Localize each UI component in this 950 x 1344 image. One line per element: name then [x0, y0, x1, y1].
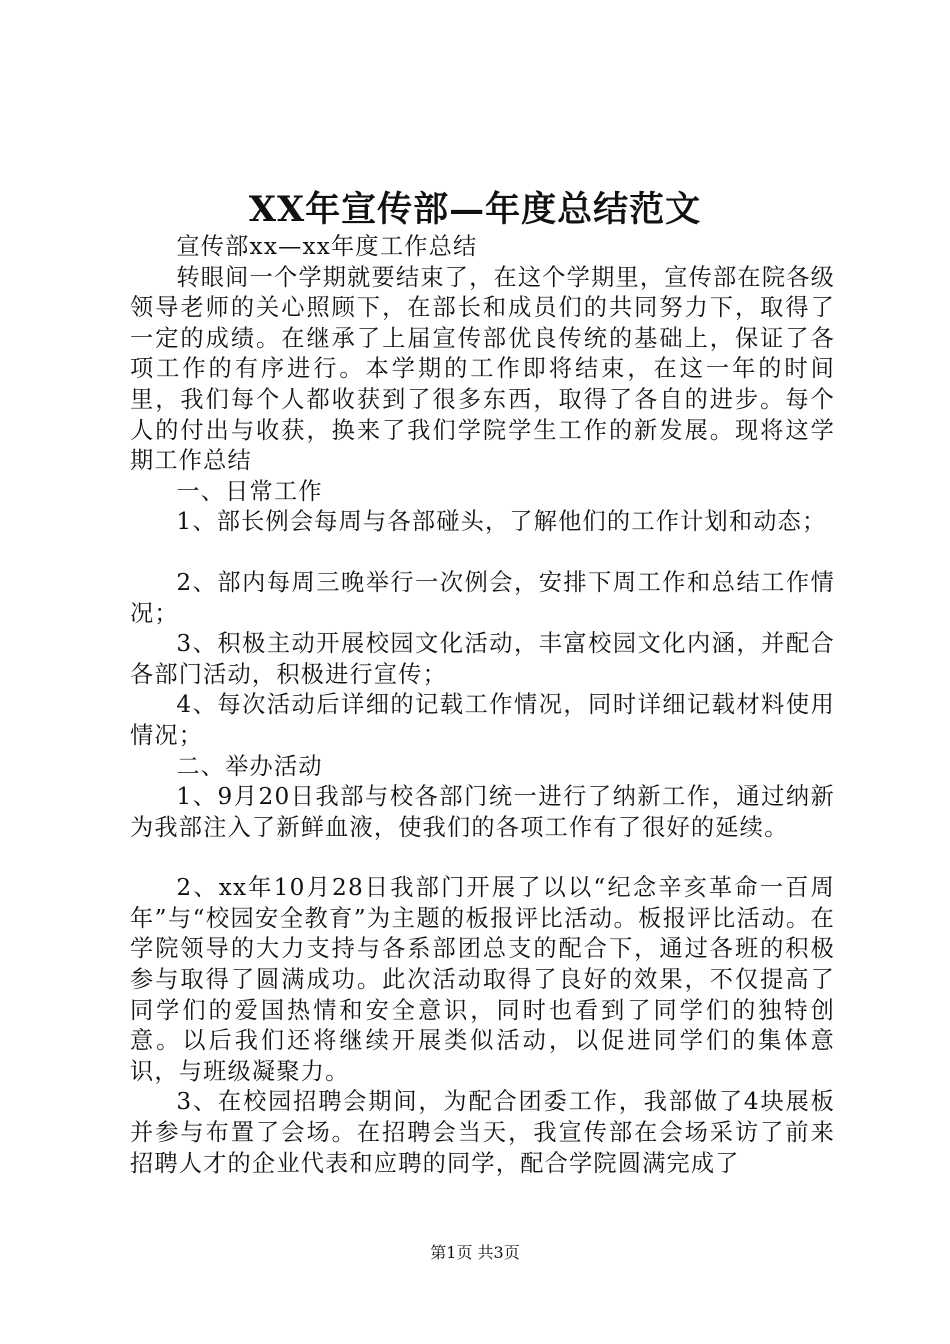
list-item: 3、在校园招聘会期间，为配合团委工作，我部做了4块展板并参与布置了会场。在招聘会当天，我宣传部在会场采访了前来招聘人才的企业代表和应聘的同学，配合学院圆满完成了 — [130, 1088, 835, 1177]
document-body — [130, 232, 835, 1179]
section-heading-daily-work: 一、日常工作 — [176, 477, 323, 505]
paragraph-subtitle: 宣传部xx—xx年度工作总结 — [176, 233, 478, 260]
list-item: 1、部长例会每周与各部碰头，了解他们的工作计划和动态； — [176, 508, 827, 536]
list-item: 3、积极主动开展校园文化活动，丰富校园文化内涵，并配合各部门活动，积极进行宣传； — [130, 630, 835, 688]
list-item: 4、每次活动后详细的记载工作情况，同时详细记载材料使用情况； — [130, 691, 835, 749]
list-item: 2、xx年10月28日我部门开展了以以“纪念辛亥革命一百周年”与“校园安全教育”为主题的板报评比活动。板报评比活动。在学院领导的大力支持与各系部团总支的配合下，通过各班的积极参与取得了圆满成功。此次活动取得了良好的效果，不仅提高了同学们的爱国热情和安全意识，同时也看到了同学们的独特创意。以后我们还将继续开展类似活动，以促进同学们的集体意识，与班级凝聚力。 — [130, 874, 835, 1085]
section-heading-activities: 二、举办活动 — [176, 752, 323, 780]
page-number: 第1页 共3页 — [430, 1243, 520, 1262]
list-item: 1、9月20日我部与校各部门统一进行了纳新工作，通过纳新为我部注入了新鲜血液，使我们的各项工作有了很好的延续。 — [130, 783, 835, 841]
document-title: XX年宣传部—年度总结范文 — [248, 189, 702, 230]
paragraph-intro: 转眼间一个学期就要结束了，在这个学期里，宣传部在院各级领导老师的关心照顾下，在部长和成员们的共同努力下，取得了一定的成绩。在继承了上届宣传部优良传统的基础上，保证了各项工作的有序进行。本学期的工作即将结束，在这一年的时间里，我们每个人都收获到了很多东西，取得了各自的进步。每个人的付出与收获，换来了我们学院学生工作的新发展。现将这学期工作总结 — [130, 263, 835, 475]
list-item: 2、部内每周三晚举行一次例会，安排下周工作和总结工作情况； — [130, 568, 835, 627]
